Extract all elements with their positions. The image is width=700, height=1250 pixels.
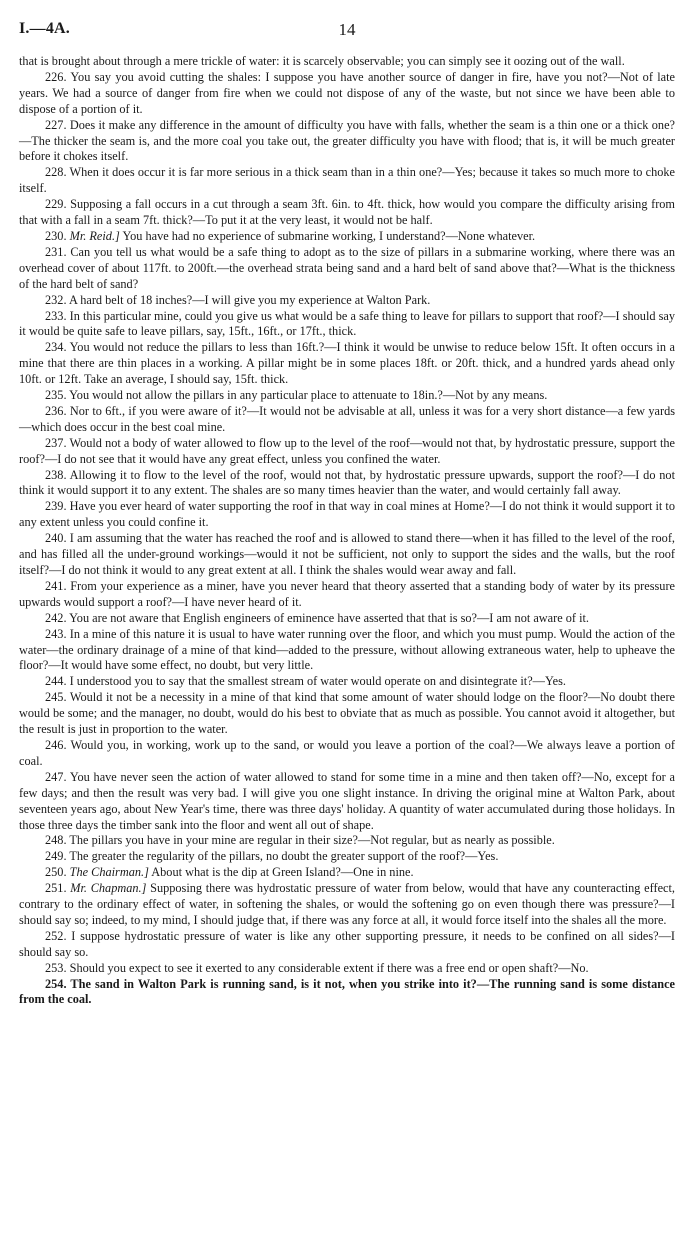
testimony-paragraph <box>19 865 675 881</box>
paragraph-text: You say you avoid cutting the shales: I suppose you have another source of danger in fire, have you not?—Not of late years. We had a source of danger from fire when we could not dispose of any of the waste, but not since we have been able to dispose of a portion of it. <box>19 69 675 116</box>
question-number: 238. <box>45 467 67 482</box>
paragraph-text: Supposing there was hydrostatic pressure of water from below, would that have any counteracting effect, contrary to the ordinary effect of water, in softening the shales, or would the softening go on even though there was pressure?—I should say so; indeed, to my mind, I should judge that, if there was any force at all, it would force itself into the shales all the more. <box>19 881 676 927</box>
paragraph-text: I suppose hydrostatic pressure of water is like any other supporting pressure, it needs to be confined on all sides?—I should say so. <box>19 928 675 959</box>
paragraph-text: Can you tell us what would be a safe thing to adopt as to the size of pillars in a submarine working, where there was an overhead cover of about 117ft. to 200ft.—the overhead strata being sand and a hard belt of sand above that?—What is the thickness of the hard belt of sand? <box>19 244 676 291</box>
testimony-paragraph <box>19 309 675 341</box>
paragraph-text: In a mine of this nature it is usual to have water running over the floor, and which you must pump. Would the action of the water—the ordinary drainage of a mine of that kind—added to the pressure, without allowing extraneous water, help to upheave the floor?—It would have some effect, no doubt, but very little. <box>19 626 676 673</box>
question-number: 227. <box>45 117 67 132</box>
testimony-paragraph <box>19 690 675 738</box>
paragraph-text: Allowing it to flow to the level of the roof, would not that, by hydrostatic pressure upwards, support the roof?—I do not think it would support it to any extent. The shales are so many times heavier than the water, and would certainly fall away. <box>19 467 675 498</box>
testimony-paragraph <box>19 165 675 197</box>
question-number: 243. <box>45 626 67 641</box>
paragraph-text: You have never seen the action of water allowed to stand for some time in a mine and then taken off?—No, except for a few days; and then the result was very bad. I will give you one slight instance. In driving the original mine at Walton Park, about seventeen years ago, about New Year's time, there was three days' holiday. A quantity of water accumulated during those holidays. In those three days the timber sank into the floor and went all out of shape. <box>19 769 675 832</box>
question-number: 241. <box>45 578 67 593</box>
testimony-paragraph <box>19 293 675 309</box>
question-number: 236. <box>45 403 67 418</box>
question-number: 242. <box>45 610 67 625</box>
testimony-paragraph <box>19 229 675 245</box>
paragraph-text: In this particular mine, could you give us what would be a safe thing to leave for pillars to support that roof?—I should say it would be quite safe to leave pillars, say, 15ft., 16ft., or 17ft., thick. <box>19 308 675 339</box>
question-number: 240. <box>45 531 67 546</box>
continued-paragraph <box>19 54 675 70</box>
paragraph-text: From your experience as a miner, have you never heard that theory asserted that a standing body of water by its pressure upwards would support a roof?—I have never heard of it. <box>19 578 675 609</box>
paragraph-text: Would not a body of water allowed to flow up to the level of the roof—would not that, by hydrostatic pressure, support the roof?—I do not see that it would have any great effect, unless you confined the water. <box>19 435 675 466</box>
paragraph-text: that is brought about through a mere trickle of water: it is scarcely observable; you can simply see it oozing out of the wall. <box>19 54 625 68</box>
testimony-paragraph <box>19 499 675 531</box>
testimony-paragraph <box>19 579 675 611</box>
testimony-paragraph <box>19 388 675 404</box>
document-page <box>19 20 675 1008</box>
testimony-paragraph <box>19 468 675 500</box>
question-number: 230. <box>45 228 67 243</box>
testimony-paragraph <box>19 245 675 293</box>
testimony-paragraph <box>19 674 675 690</box>
question-number: 226. <box>45 69 67 84</box>
paragraph-text: You would not allow the pillars in any particular place to attenuate to 18in.?—Not by any means. <box>69 388 548 403</box>
question-number: 234. <box>45 340 67 355</box>
question-number: 244. <box>45 674 67 689</box>
speaker-label: Mr. Chapman.] <box>70 881 147 896</box>
question-number: 251. <box>45 881 67 896</box>
testimony-paragraph <box>19 118 675 166</box>
paragraph-text: You would not reduce the pillars to less than 16ft.?—I think it would be unwise to reduce below 15ft. It often occurs in a mine that there are thin places in a working. A pillar might be in some places 18ft. or 20ft. thick, and a hundred yards ahead only 10ft. or 12ft. Take an average, I should say, 15ft. thick. <box>19 340 675 387</box>
testimony-paragraph <box>19 197 675 229</box>
paragraph-text: Supposing a fall occurs in a cut through a seam 3ft. 6in. to 4ft. thick, how would you compare the difficulty arising from that with a fall in a seam 7ft. thick?—To put it at the very least, it would not be half. <box>19 197 676 228</box>
question-number: 246. <box>45 737 67 752</box>
question-number: 250. <box>45 865 67 880</box>
question-number: 235. <box>45 388 67 403</box>
paragraph-text: The sand in Walton Park is running sand, is it not, when you strike into it?—The running sand is some distance from the coal. <box>19 976 675 1007</box>
speaker-label: Mr. Reid.] <box>69 228 120 243</box>
paragraph-text: About what is the dip at Green Island?—One in nine. <box>151 865 414 880</box>
paragraph-text: Would you, in working, work up to the sand, or would you leave a portion of the coal?—We always leave a portion of coal. <box>19 737 675 768</box>
question-number: 232. <box>45 292 67 307</box>
testimony-paragraph <box>19 531 675 579</box>
question-number: 233. <box>45 308 67 323</box>
paragraph-text: Should you expect to see it exerted to any considerable extent if there was a free end or open shaft?—No. <box>69 960 589 975</box>
paragraph-text: Does it make any difference in the amount of difficulty you have with falls, whether the seam is a thin one or a thick one?—The thicker the seam is, and the more coal you take out, the greater difficulty you have with flood; that is, it will be much greater before it chokes itself. <box>19 117 675 164</box>
question-number: 249. <box>45 849 67 864</box>
speaker-label: The Chairman.] <box>69 865 149 880</box>
paragraph-text: You are not aware that English engineers of eminence have asserted that that is so?—I am not aware of it. <box>69 610 589 625</box>
question-number: 239. <box>45 499 67 514</box>
testimony-paragraph <box>19 770 675 834</box>
question-number: 245. <box>45 690 67 705</box>
question-number: 252. <box>45 928 67 943</box>
paragraph-text: You have had no experience of submarine working, I understand?—None whatever. <box>122 228 536 243</box>
document-reference: I.—4A. <box>19 20 70 37</box>
testimony-paragraph <box>19 738 675 770</box>
question-number: 231. <box>45 244 67 259</box>
question-number: 229. <box>45 197 67 212</box>
paragraph-text: A hard belt of 18 inches?—I will give you my experience at Walton Park. <box>68 292 431 307</box>
testimony-paragraph <box>19 436 675 468</box>
question-number: 253. <box>45 960 67 975</box>
paragraph-text: When it does occur it is far more serious in a thick seam than in a thin one?—Yes; because it takes so much more to choke itself. <box>19 165 675 196</box>
testimony-paragraph <box>19 404 675 436</box>
page-number: 14 <box>338 20 356 39</box>
testimony-paragraph <box>19 340 675 388</box>
testimony-paragraph <box>19 833 675 849</box>
question-number: 254. <box>45 976 67 991</box>
testimony-paragraph <box>19 849 675 865</box>
question-number: 248. <box>45 833 67 848</box>
testimony-paragraph <box>19 70 675 118</box>
testimony-paragraph <box>19 881 675 929</box>
question-number: 237. <box>45 435 67 450</box>
testimony-paragraph <box>19 961 675 977</box>
testimony-paragraph <box>19 627 675 675</box>
document-body <box>19 54 675 1008</box>
page-header <box>19 20 675 44</box>
question-number: 228. <box>45 165 67 180</box>
testimony-paragraph <box>19 977 675 1009</box>
paragraph-text: I am assuming that the water has reached the roof and is allowed to stand there—when it has filled to the level of the roof, and has filled all the under-ground workings—would it not be sufficient, not only to support the sides and the walls, but the roof itself?—I do not think it would to any great extent at all. I think the shales would wear away and fall. <box>19 531 675 577</box>
paragraph-text: The greater the regularity of the pillars, no doubt the greater support of the roof?—Yes. <box>69 849 499 864</box>
question-number: 247. <box>45 769 67 784</box>
paragraph-text: Would it not be a necessity in a mine of that kind that some amount of water should lodge on the floor?—No doubt there would be some; and the manager, no doubt, would do his best to obviate that as much as possible. You cannot avoid it altogether, but the result is just in proportion to the water. <box>19 690 675 737</box>
testimony-paragraph <box>19 929 675 961</box>
testimony-paragraph <box>19 611 675 627</box>
paragraph-text: Have you ever heard of water supporting the roof in that way in coal mines at Home?—I do not think it would support it to any extent unless you could confine it. <box>19 499 675 530</box>
paragraph-text: The pillars you have in your mine are regular in their size?—Not regular, but as nearly as possible. <box>69 833 555 848</box>
paragraph-text: Nor to 6ft., if you were aware of it?—It would not be advisable at all, unless it was for a very short distance—a few yards—which does occur in the best coal mine. <box>19 403 676 434</box>
paragraph-text: I understood you to say that the smallest stream of water would operate on and disintegrate it?—Yes. <box>69 674 566 689</box>
